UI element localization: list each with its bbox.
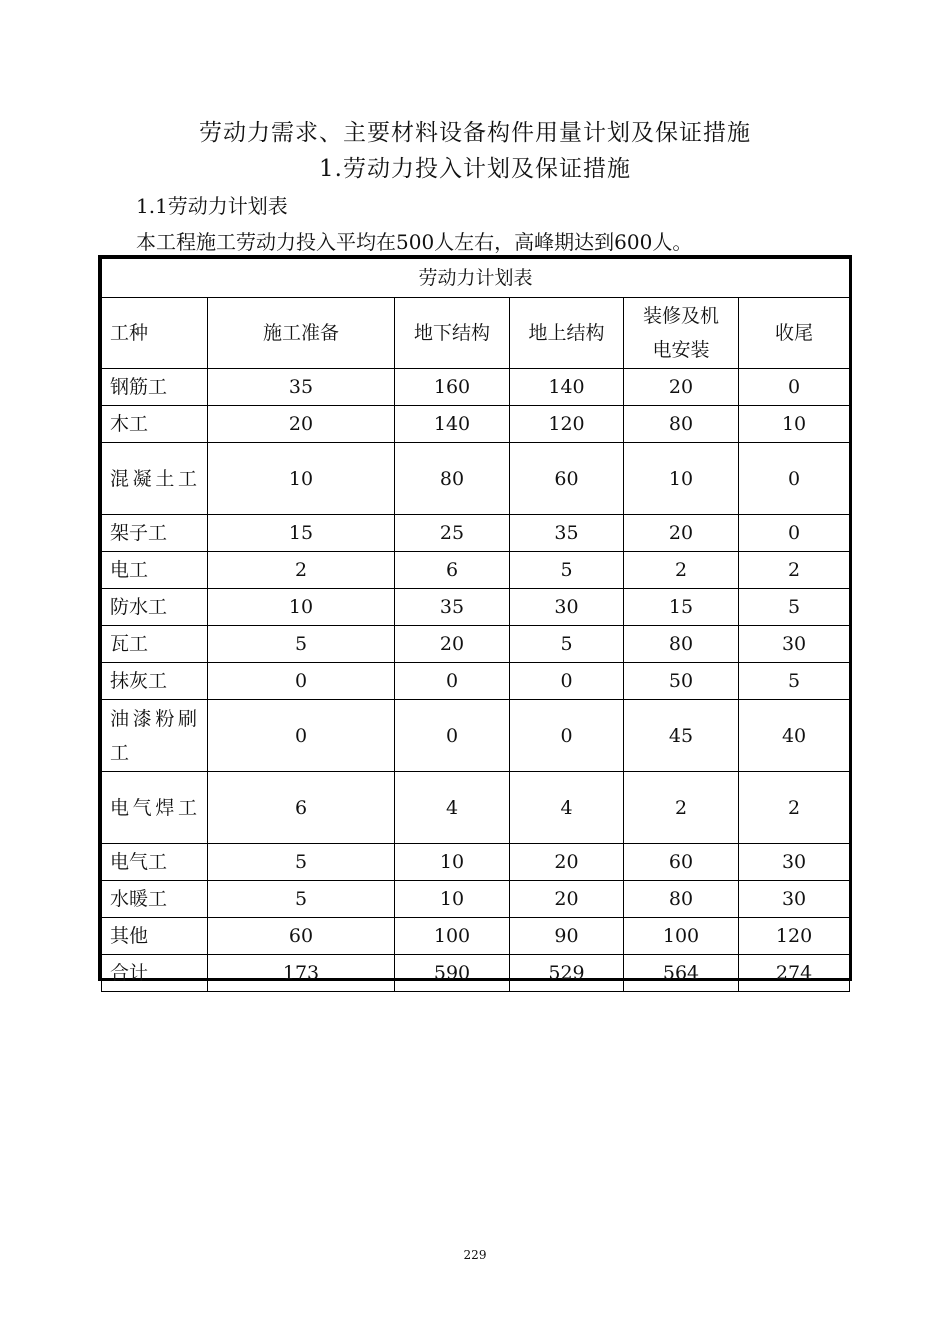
intro-paragraph: 本工程施工劳动力投入平均在500人左右，高峰期达到600人。 <box>136 230 693 254</box>
trade-name-cell: 抹灰工 <box>102 663 208 700</box>
headcount-cell: 100 <box>624 918 739 955</box>
headcount-cell: 6 <box>208 772 395 844</box>
headcount-cell: 35 <box>510 515 624 552</box>
headcount-cell: 45 <box>624 700 739 772</box>
headcount-cell: 2 <box>739 552 850 589</box>
trade-name-cell: 其他 <box>102 918 208 955</box>
headcount-cell: 80 <box>624 881 739 918</box>
table-row <box>102 844 850 881</box>
headcount-cell: 25 <box>395 515 510 552</box>
headcount-cell: 30 <box>739 844 850 881</box>
headcount-cell: 10 <box>208 589 395 626</box>
headcount-cell: 15 <box>624 589 739 626</box>
table-row <box>102 515 850 552</box>
page-number: 229 <box>463 1248 487 1262</box>
table-caption: 劳动力计划表 <box>102 259 850 298</box>
headcount-cell: 35 <box>208 369 395 406</box>
headcount-cell: 10 <box>208 443 395 515</box>
headcount-cell: 60 <box>624 844 739 881</box>
headcount-cell: 6 <box>395 552 510 589</box>
headcount-cell: 160 <box>395 369 510 406</box>
headcount-cell: 2 <box>739 772 850 844</box>
headcount-cell: 30 <box>739 626 850 663</box>
labor-plan-table-frame <box>98 255 852 984</box>
headcount-cell: 10 <box>395 881 510 918</box>
headcount-cell: 80 <box>624 406 739 443</box>
table-row <box>102 772 850 844</box>
table-row <box>102 663 850 700</box>
trade-name-cell: 架子工 <box>102 515 208 552</box>
table-row <box>102 700 850 772</box>
trade-name-cell: 钢筋工 <box>102 369 208 406</box>
headcount-cell: 0 <box>739 443 850 515</box>
trade-name-cell: 水暖工 <box>102 881 208 918</box>
headcount-cell: 15 <box>208 515 395 552</box>
trade-name-cell: 油漆粉刷工 <box>102 700 208 772</box>
headcount-cell: 60 <box>208 918 395 955</box>
headcount-cell: 20 <box>624 515 739 552</box>
trade-name-cell: 电气焊工 <box>102 772 208 844</box>
column-header-finishing: 装修及机电安装 <box>624 298 739 369</box>
headcount-cell: 35 <box>395 589 510 626</box>
trade-name-cell: 木工 <box>102 406 208 443</box>
column-header-aboveground: 地上结构 <box>510 298 624 369</box>
document-title: 劳动力需求、主要材料设备构件用量计划及保证措施 <box>199 120 751 146</box>
subsection-heading: 1.1劳动力计划表 <box>136 194 288 218</box>
headcount-cell: 173 <box>208 955 395 992</box>
trade-name-cell: 电工 <box>102 552 208 589</box>
trade-name-cell: 电气工 <box>102 844 208 881</box>
headcount-cell: 274 <box>739 955 850 992</box>
table-row <box>102 589 850 626</box>
headcount-cell: 0 <box>739 515 850 552</box>
headcount-cell: 5 <box>739 589 850 626</box>
headcount-cell: 90 <box>510 918 624 955</box>
trade-name-cell: 瓦工 <box>102 626 208 663</box>
headcount-cell: 0 <box>395 700 510 772</box>
headcount-cell: 5 <box>208 844 395 881</box>
headcount-cell: 2 <box>624 772 739 844</box>
headcount-cell: 60 <box>510 443 624 515</box>
headcount-cell: 0 <box>510 700 624 772</box>
column-header-preparation: 施工准备 <box>208 298 395 369</box>
headcount-cell: 2 <box>624 552 739 589</box>
headcount-cell: 0 <box>510 663 624 700</box>
table-row <box>102 406 850 443</box>
headcount-cell: 5 <box>208 881 395 918</box>
headcount-cell: 590 <box>395 955 510 992</box>
headcount-cell: 140 <box>395 406 510 443</box>
table-row <box>102 955 850 992</box>
table-row <box>102 552 850 589</box>
trade-name-cell: 防水工 <box>102 589 208 626</box>
headcount-cell: 20 <box>510 844 624 881</box>
headcount-cell: 40 <box>739 700 850 772</box>
headcount-cell: 10 <box>739 406 850 443</box>
headcount-cell: 529 <box>510 955 624 992</box>
headcount-cell: 100 <box>395 918 510 955</box>
headcount-cell: 4 <box>395 772 510 844</box>
column-header-underground: 地下结构 <box>395 298 510 369</box>
table-row <box>102 918 850 955</box>
trade-name-cell: 合计 <box>102 955 208 992</box>
headcount-cell: 20 <box>395 626 510 663</box>
column-header-trade: 工种 <box>102 298 208 369</box>
headcount-cell: 140 <box>510 369 624 406</box>
section-heading: 1.劳动力投入计划及保证措施 <box>319 156 631 182</box>
table-row <box>102 626 850 663</box>
headcount-cell: 10 <box>395 844 510 881</box>
headcount-cell: 2 <box>208 552 395 589</box>
headcount-cell: 5 <box>739 663 850 700</box>
headcount-cell: 10 <box>624 443 739 515</box>
headcount-cell: 30 <box>510 589 624 626</box>
trade-name-cell: 混凝土工 <box>102 443 208 515</box>
headcount-cell: 20 <box>208 406 395 443</box>
headcount-cell: 4 <box>510 772 624 844</box>
headcount-cell: 120 <box>739 918 850 955</box>
headcount-cell: 80 <box>624 626 739 663</box>
headcount-cell: 564 <box>624 955 739 992</box>
column-header-closeout: 收尾 <box>739 298 850 369</box>
table-header-row <box>102 298 850 369</box>
headcount-cell: 0 <box>208 663 395 700</box>
table-row <box>102 881 850 918</box>
headcount-cell: 80 <box>395 443 510 515</box>
headcount-cell: 20 <box>510 881 624 918</box>
headcount-cell: 5 <box>510 552 624 589</box>
headcount-cell: 0 <box>208 700 395 772</box>
headcount-cell: 20 <box>624 369 739 406</box>
labor-plan-table <box>101 258 850 992</box>
headcount-cell: 0 <box>395 663 510 700</box>
table-row <box>102 369 850 406</box>
headcount-cell: 50 <box>624 663 739 700</box>
table-row <box>102 443 850 515</box>
headcount-cell: 5 <box>208 626 395 663</box>
headcount-cell: 5 <box>510 626 624 663</box>
headcount-cell: 120 <box>510 406 624 443</box>
headcount-cell: 0 <box>739 369 850 406</box>
headcount-cell: 30 <box>739 881 850 918</box>
